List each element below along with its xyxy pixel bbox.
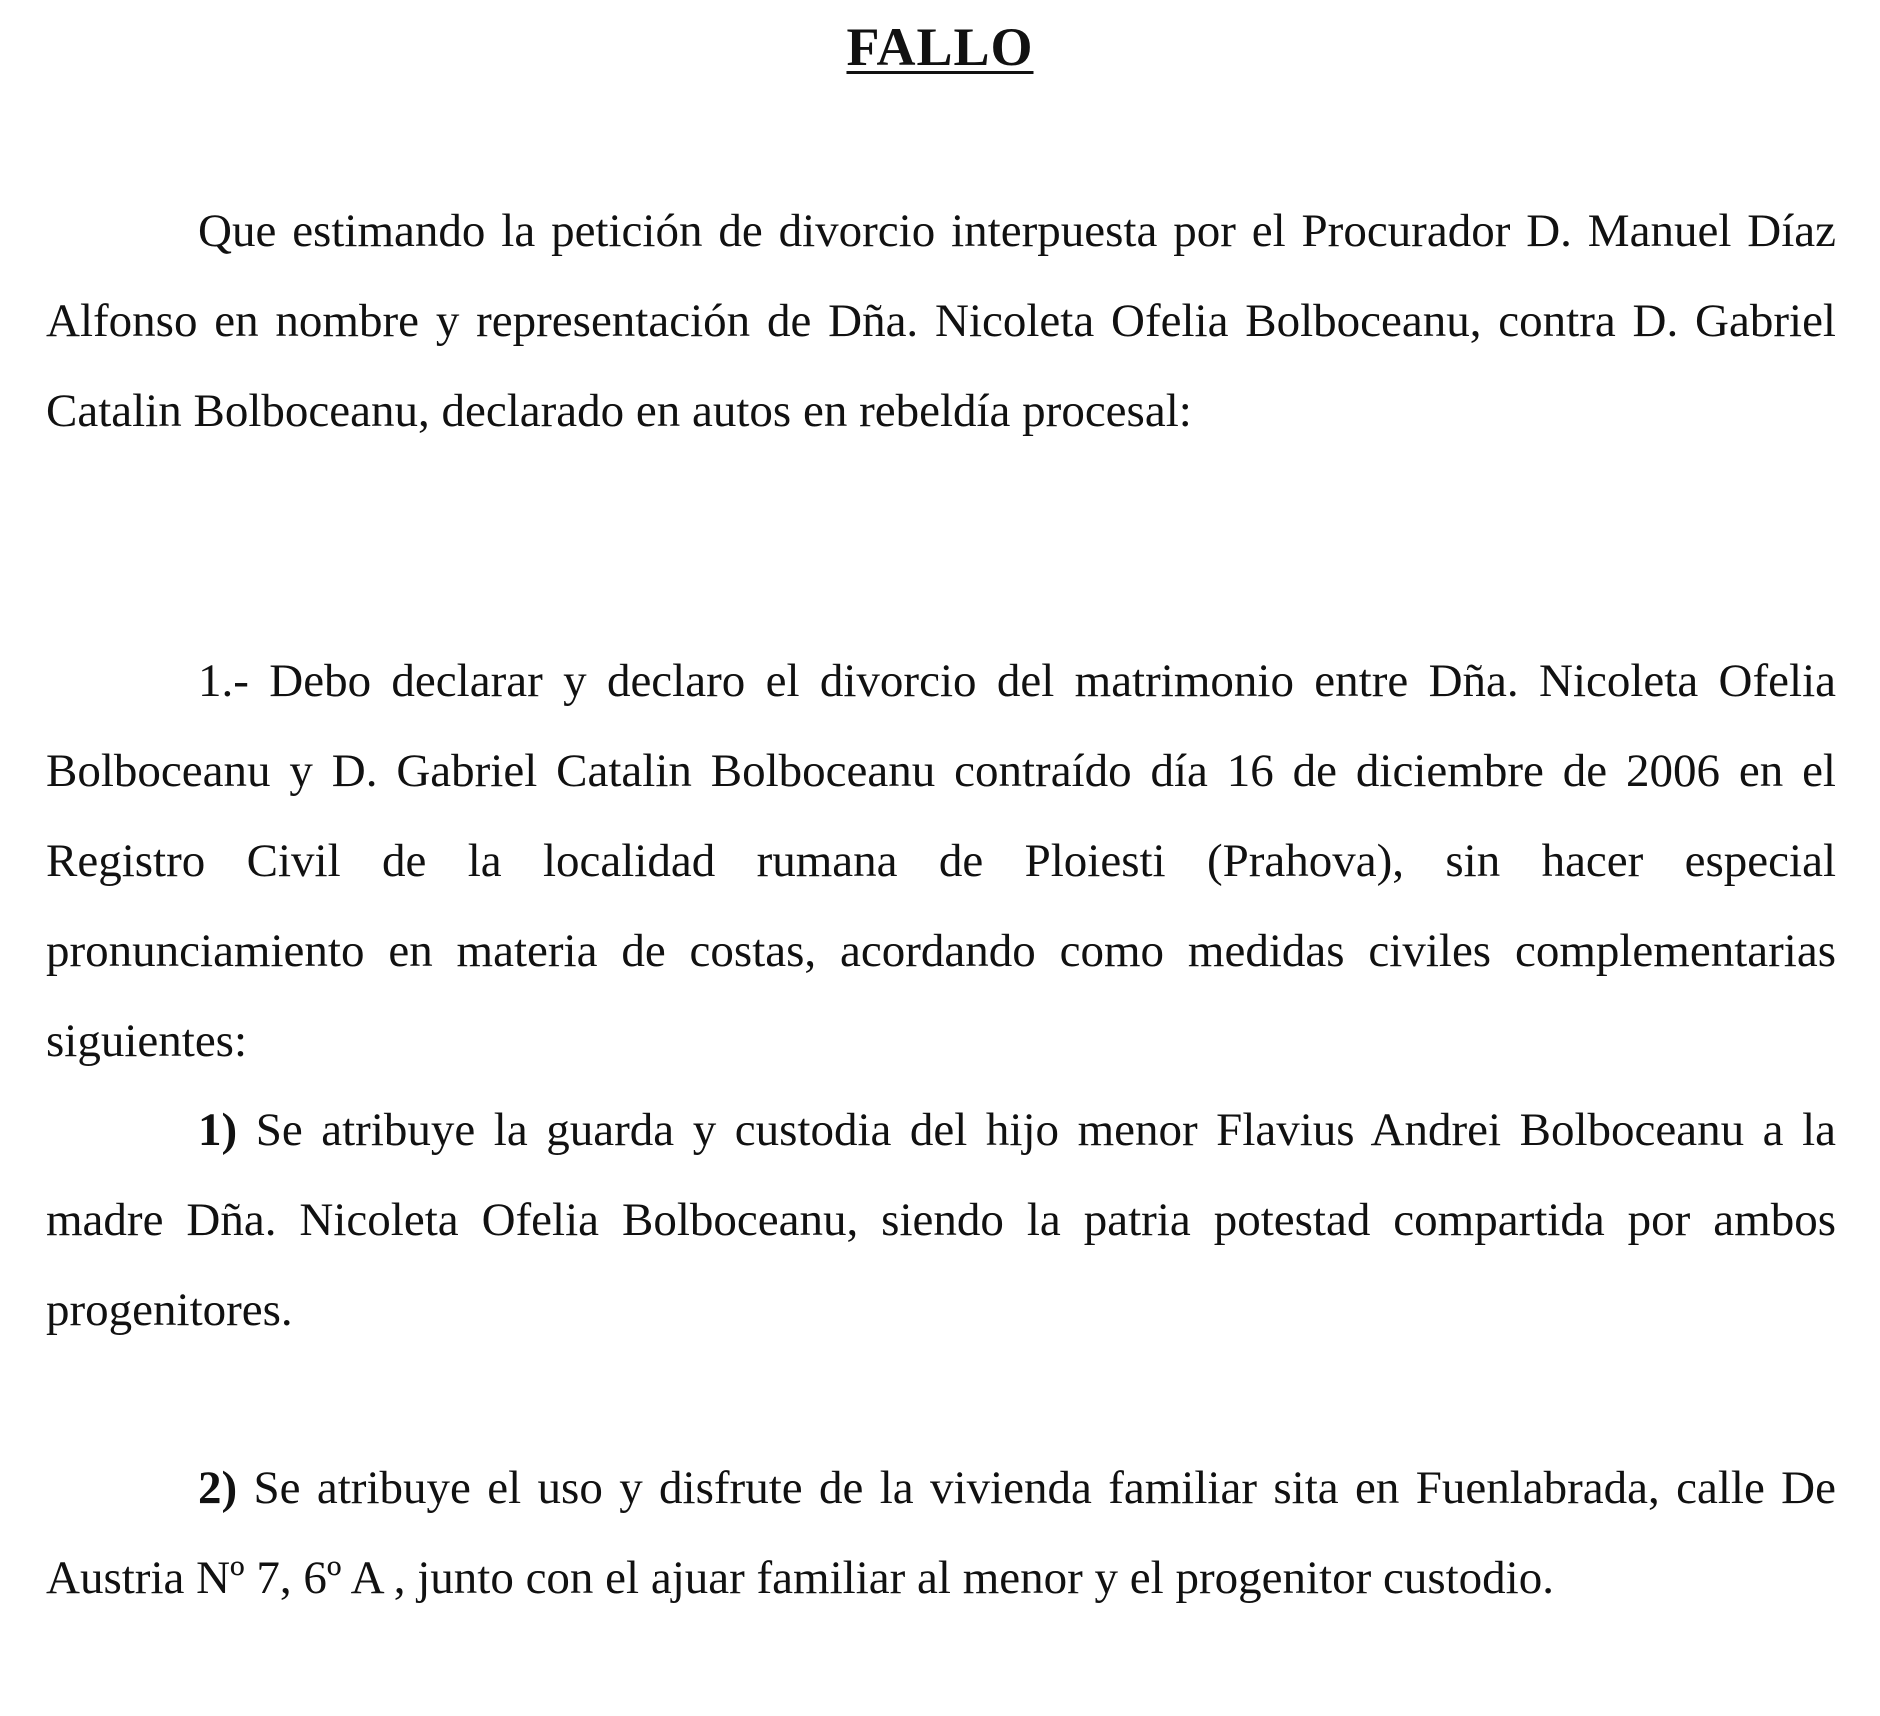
paragraph-measure-2-text: Se atribuye el uso y disfrute de la vivienda familiar sita en Fuenlabrada, calle De Austria Nº 7, 6º A , junto con el ajuar familiar al menor y el progenitor custodio. — [46, 1462, 1836, 1604]
paragraph-measure-2-number: 2) — [198, 1462, 238, 1514]
paragraph-item-1-text: Debo declarar y declaro el divorcio del matrimonio entre Dña. Nicoleta Ofelia Bolboceanu y D. Gabriel Catalin Bolboceanu contraído día 16 de diciembre de 2006 en el Registro Civil de la localidad rumana de Ploiesti (Prahova), sin hacer especial pronunciamiento en materia de costas, acordando como medidas civiles complementarias siguientes: — [46, 655, 1836, 1067]
paragraph-measure-1-number: 1) — [198, 1104, 238, 1156]
document-title-text: FALLO — [846, 17, 1034, 77]
paragraph-intro — [46, 186, 1836, 456]
paragraph-item-1 — [46, 636, 1836, 1086]
paragraph-measure-2 — [46, 1443, 1836, 1623]
paragraph-intro-text: Que estimando la petición de divorcio interpuesta por el Procurador D. Manuel Díaz Alfonso en nombre y representación de Dña. Nicoleta Ofelia Bolboceanu, contra D. Gabriel Catalin Bolboceanu, declarado en autos en rebeldía procesal: — [46, 205, 1836, 437]
document-title — [0, 14, 1880, 80]
paragraph-measure-1 — [46, 1085, 1836, 1355]
paragraph-measure-1-text: Se atribuye la guarda y custodia del hijo menor Flavius Andrei Bolboceanu a la madre Dña. Nicoleta Ofelia Bolboceanu, siendo la patria potestad compartida por ambos progenitores. — [46, 1104, 1836, 1336]
paragraph-item-1-number: 1.- — [198, 655, 249, 707]
